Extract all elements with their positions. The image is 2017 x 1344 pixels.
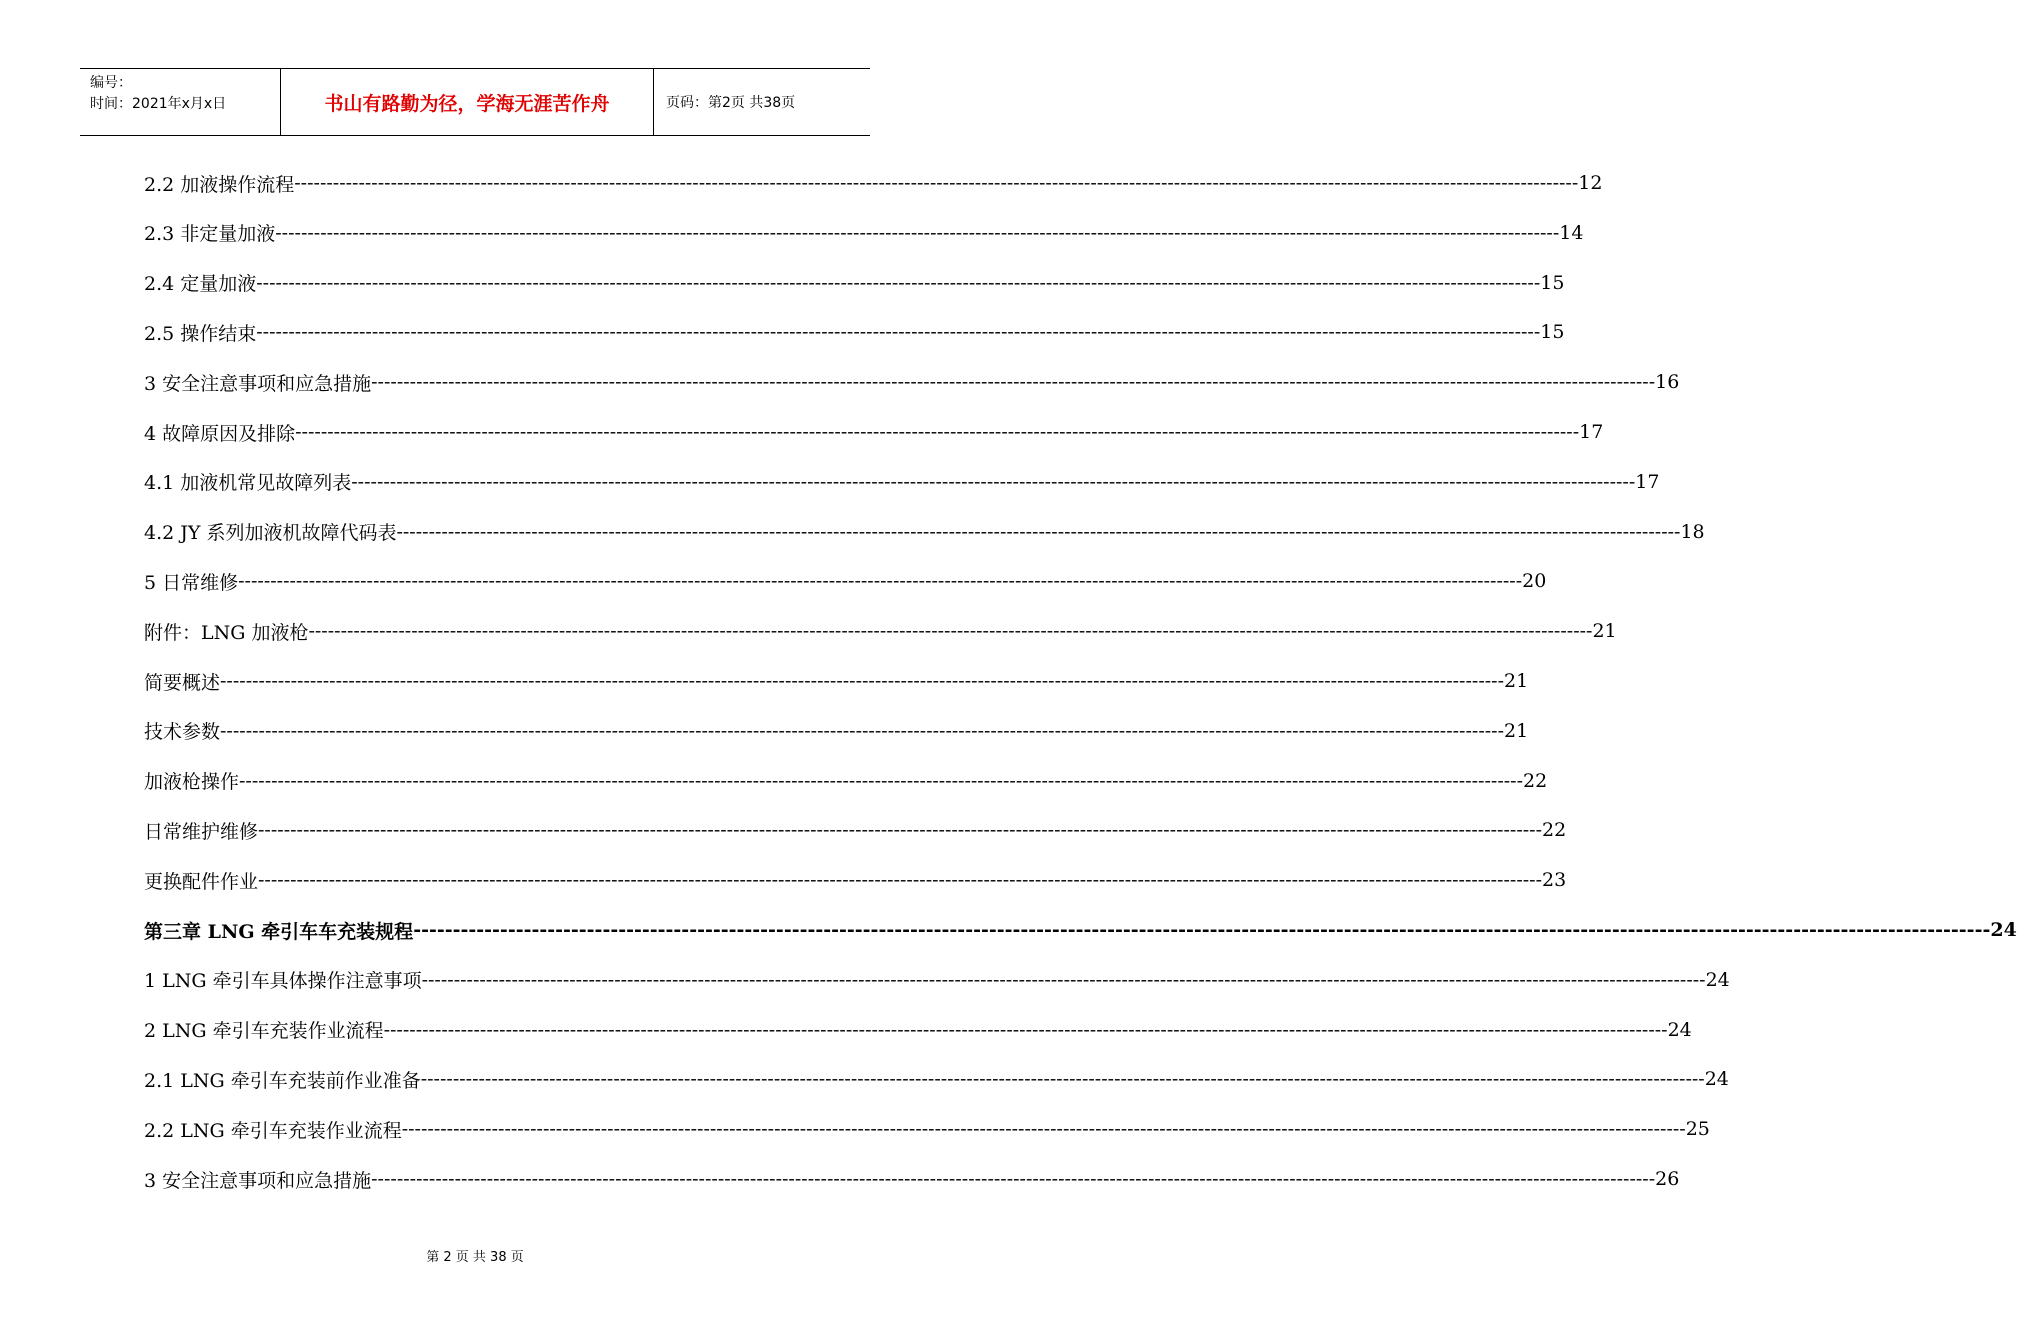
toc-entry-title: 加液枪操作 [144,771,240,794]
toc-entry-page: 21 [1592,620,1617,643]
toc-entry[interactable] [144,468,1660,496]
toc-leader-dots: -------------------------------------------------------------------------------------------------------------------------------------------------------------------------------------------------------- [401,1118,1686,1141]
toc-entry-title: 2.2 加液操作流程 [144,173,295,196]
toc-leader-dots: -------------------------------------------------------------------------------------------------------------------------------------------------------------------------------------------------------- [383,1018,1668,1041]
toc-entry-page: 24 [1667,1018,1692,1041]
toc-entry-title: 日常维护维修 [144,820,259,843]
page-footer: 第 2 页 共 38 页 [426,1250,524,1265]
toc-entry-page: 21 [1504,670,1529,692]
toc-entry-title: 技术参数 [144,721,221,744]
toc-leader-dots: -------------------------------------------------------------------------------------------------------------------------------------------------------------------------------------------------------- [275,221,1560,244]
toc-leader-dots: -------------------------------------------------------------------------------------------------------------------------------------------------------------------------------------------------------- [308,620,1593,643]
toc-entry-page: 22 [1542,819,1567,842]
toc-entry[interactable] [144,717,1529,745]
toc-entry-page: 24 [1704,1068,1729,1091]
toc-entry-title: 2.4 定量加液 [144,273,257,296]
toc-entry[interactable] [144,318,1565,346]
toc-entry-title: 3 安全注意事项和应急措施 [144,1169,372,1192]
toc-entry[interactable] [144,916,2017,944]
toc-entry-title: 2.2 LNG 牵引车充装作业流程 [144,1119,402,1142]
toc-entry-page: 21 [1504,719,1529,742]
toc-entry-page: 16 [1655,371,1680,394]
toc-entry[interactable] [144,219,1584,247]
toc-entry[interactable] [144,1115,1710,1143]
toc-leader-dots: -------------------------------------------------------------------------------------------------------------------------------------------------------------------------------------------------------- [294,172,1579,194]
toc-entry[interactable] [144,269,1565,297]
toc-entry[interactable] [144,866,1567,894]
toc-entry-page: 15 [1540,321,1565,344]
toc-entry-page: 24 [1705,968,1730,991]
toc-leader-dots: -------------------------------------------------------------------------------------------------------------------------------------------------------------------------------------------------------- [351,470,1636,493]
toc-entry-title: 2 LNG 牵引车充装作业流程 [144,1020,384,1043]
toc-entry-page: 23 [1542,869,1567,892]
toc-entry-title: 2.3 非定量加液 [144,223,276,246]
toc-entry-page: 26 [1655,1168,1680,1190]
toc-entry[interactable] [144,518,1705,546]
toc-entry-title: 3 安全注意事项和应急措施 [144,372,372,395]
toc-entry[interactable] [144,368,1680,396]
toc-entry-page: 17 [1635,470,1660,493]
toc-entry-title: 附件：LNG 加液枪 [144,621,309,644]
toc-entry-title: 更换配件作业 [144,870,259,893]
toc-entry[interactable] [144,667,1529,695]
toc-leader-dots: -------------------------------------------------------------------------------------------------------------------------------------------------------------------------------------------------------- [256,271,1541,294]
toc-leader-dots: -------------------------------------------------------------------------------------------------------------------------------------------------------------------------------------------------------- [420,1068,1705,1091]
toc-entry[interactable] [144,767,1548,795]
toc-leader-dots: -------------------------------------------------------------------------------------------------------------------------------------------------------------------------------------------------------- [396,520,1681,543]
toc-entry[interactable] [144,816,1567,844]
number-label: 编号： [90,75,132,91]
toc-leader-dots: -------------------------------------------------------------------------------------------------------------------------------------------------------------------------------------------------------- [220,719,1504,742]
date-label: 时间：2021年x月x日 [90,96,227,112]
toc-leader-dots: -------------------------------------------------------------------------------------------------------------------------------------------------------------------------------------------------------- [413,919,1991,941]
toc-leader-dots: -------------------------------------------------------------------------------------------------------------------------------------------------------------------------------------------------------- [371,371,1656,394]
toc-entry-page: 22 [1523,769,1548,792]
toc-entry[interactable] [144,1065,1729,1093]
toc-entry-page: 24 [1990,919,2017,941]
toc-entry-page: 15 [1540,271,1565,294]
toc-leader-dots: -------------------------------------------------------------------------------------------------------------------------------------------------------------------------------------------------------- [256,321,1541,344]
toc-entry-title: 简要概述 [144,671,221,694]
toc-entry-page: 20 [1522,570,1547,593]
toc-entry[interactable] [144,169,1603,197]
toc-entry[interactable] [144,966,1730,994]
toc-entry-title: 4.2 JY 系列加液机故障代码表 [144,522,397,545]
toc-entry-title: 第三章 LNG 牵引车车充装规程 [144,920,414,943]
toc-entry[interactable] [144,567,1547,595]
toc-entry-page: 17 [1579,421,1604,443]
toc-entry-page: 25 [1685,1118,1710,1141]
toc-entry[interactable] [144,1165,1680,1193]
toc-entry-title: 1 LNG 牵引车具体操作注意事项 [144,970,422,993]
toc-entry-title: 4.1 加液机常见故障列表 [144,472,352,495]
toc-leader-dots: -------------------------------------------------------------------------------------------------------------------------------------------------------------------------------------------------------- [371,1168,1656,1190]
toc-leader-dots: -------------------------------------------------------------------------------------------------------------------------------------------------------------------------------------------------------- [238,570,1523,593]
toc-entry-page: 14 [1559,221,1584,244]
toc-entry-title: 4 故障原因及排除 [144,422,296,445]
toc-entry[interactable] [144,617,1617,645]
header-motto: 书山有路勤为径，学海无涯苦作舟 [281,69,654,135]
toc-leader-dots: -------------------------------------------------------------------------------------------------------------------------------------------------------------------------------------------------------- [258,819,1542,842]
toc-leader-dots: -------------------------------------------------------------------------------------------------------------------------------------------------------------------------------------------------------- [258,869,1542,892]
toc-entry-page: 18 [1680,520,1705,543]
toc-leader-dots: -------------------------------------------------------------------------------------------------------------------------------------------------------------------------------------------------------- [239,769,1523,792]
toc-leader-dots: -------------------------------------------------------------------------------------------------------------------------------------------------------------------------------------------------------- [295,421,1580,443]
toc-entry-title: 2.5 操作结束 [144,322,257,345]
toc-entry-page: 12 [1578,172,1603,194]
header-page-info: 页码：第2页 共38页 [666,95,796,111]
toc-entry[interactable] [144,1016,1692,1044]
toc-leader-dots: -------------------------------------------------------------------------------------------------------------------------------------------------------------------------------------------------------- [421,968,1706,991]
toc-entry-title: 2.1 LNG 牵引车充装前作业准备 [144,1069,421,1092]
toc-entry-title: 5 日常维修 [144,571,239,594]
toc-entry[interactable] [144,418,1604,446]
toc-leader-dots: -------------------------------------------------------------------------------------------------------------------------------------------------------------------------------------------------------- [220,670,1504,692]
